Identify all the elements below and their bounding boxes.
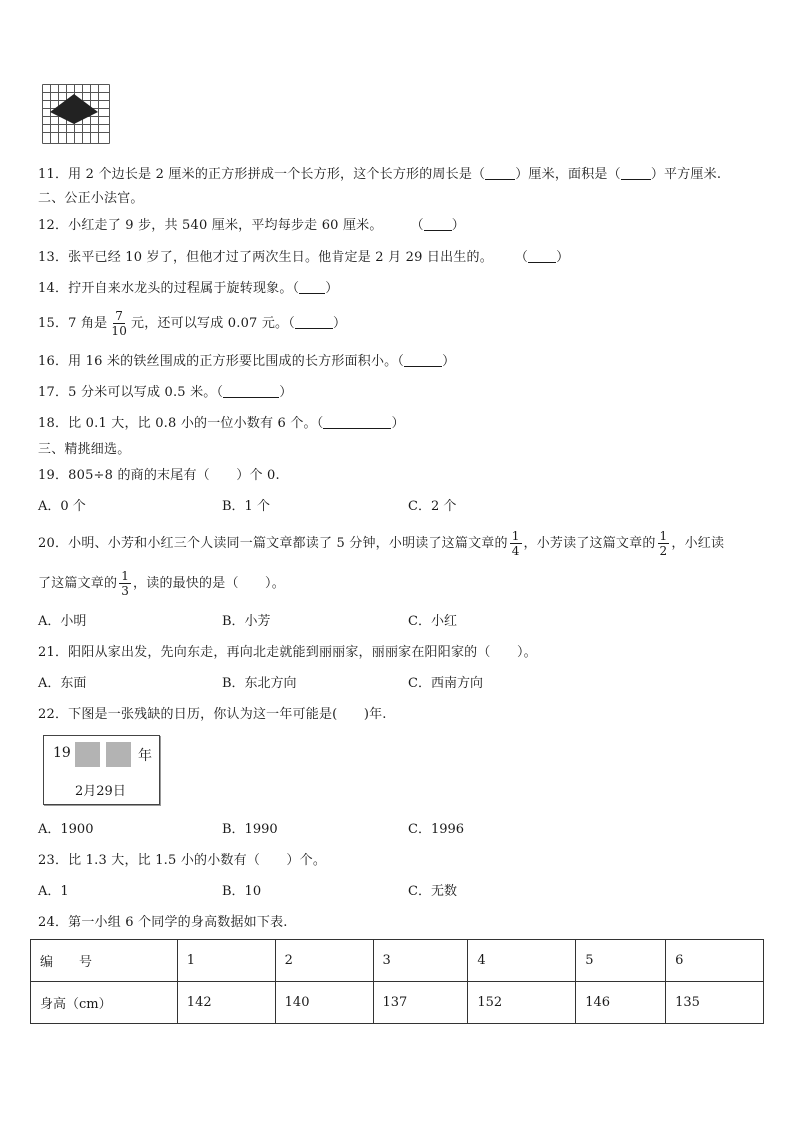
table-cell: 146 <box>576 982 666 1024</box>
option-a[interactable]: A．1900 <box>38 822 94 837</box>
question-12: 12．小红走了 9 步，共 540 厘米，平均每步走 60 厘米。 （ ） <box>38 218 465 233</box>
calendar-date: 2月29日 <box>75 784 126 799</box>
question-16: 16．用 16 米的铁丝围成的正方形要比围成的长方形面积小。（ ） <box>38 354 456 369</box>
question-14: 14．拧开自来水龙头的过程属于旋转现象。（ ） <box>38 281 339 296</box>
torn-calendar-figure <box>43 735 160 805</box>
missing-digit-box <box>75 742 100 767</box>
question-22: 22．下图是一张残缺的日历，你认为这一年可能是( )年. <box>38 707 387 722</box>
table-cell: 2 <box>275 940 373 982</box>
question-20-line-2: 了这篇文章的 $\frac{1}{3}$ ，读的最快的是（ ）。 <box>38 569 285 598</box>
question-23: 23．比 1.3 大，比 1.5 小的小数有（ ）个。 <box>38 853 327 868</box>
answer-blank[interactable] <box>621 167 651 180</box>
question-13: 13．张平已经 10 岁了，但他才过了两次生日。他肯定是 2 月 29 日出生的。 （ ） <box>38 250 570 265</box>
option-c[interactable]: C．西南方向 <box>408 676 483 691</box>
table-cell: 140 <box>275 982 373 1024</box>
table-cell: 152 <box>468 982 576 1024</box>
option-b[interactable]: B．10 <box>222 884 262 899</box>
option-a[interactable]: A．东面 <box>38 676 87 691</box>
answer-blank[interactable] <box>528 250 556 263</box>
option-c[interactable]: C．无数 <box>408 884 457 899</box>
section-heading-2: 二、公正小法官。 <box>38 191 144 206</box>
option-b[interactable]: B．东北方向 <box>222 676 297 691</box>
table-cell: 3 <box>373 940 468 982</box>
question-19: 19．805÷8 的商的末尾有（ ）个 0. <box>38 468 280 483</box>
fraction-1-4: $\frac{1}{4}$ <box>511 529 520 558</box>
calendar-year-suffix: 年 <box>138 748 152 764</box>
table-cell: 142 <box>177 982 275 1024</box>
option-a[interactable]: A．0 个 <box>38 499 86 514</box>
answer-blank[interactable] <box>323 416 391 429</box>
table-header-cell: 编 号 <box>31 940 178 982</box>
table-cell: 1 <box>177 940 275 982</box>
table-cell: 6 <box>666 940 764 982</box>
answer-blank[interactable] <box>223 385 279 398</box>
fraction-7-10: $\frac{7}{10}$ <box>111 309 128 338</box>
question-24: 24．第一小组 6 个同学的身高数据如下表. <box>38 915 288 930</box>
question-11: 11．用 2 个边长是 2 厘米的正方形拼成一个长方形，这个长方形的周长是（ ）厘米，面积是（ ）平方厘米. <box>38 167 722 182</box>
option-c[interactable]: C．1996 <box>408 822 465 837</box>
question-21: 21．阳阳从家出发，先向东走，再向北走就能到丽丽家，丽丽家在阳阳家的（ ）。 <box>38 645 537 660</box>
table-cell: 4 <box>468 940 576 982</box>
option-b[interactable]: B．小芳 <box>222 614 271 629</box>
table-row <box>31 982 764 1024</box>
question-17: 17．5 分米可以写成 0.5 米。（ ） <box>38 385 293 400</box>
rhombus-grid-figure <box>42 84 110 144</box>
option-c[interactable]: C．2 个 <box>408 499 457 514</box>
option-b[interactable]: B．1990 <box>222 822 278 837</box>
answer-blank[interactable] <box>404 354 442 367</box>
option-b[interactable]: B．1 个 <box>222 499 270 514</box>
table-header-cell: 身高（cm） <box>31 982 178 1024</box>
fraction-1-2: $\frac{1}{2}$ <box>659 529 668 558</box>
fraction-1-3: $\frac{1}{3}$ <box>121 569 130 598</box>
answer-blank[interactable] <box>424 218 452 231</box>
answer-blank[interactable] <box>485 167 515 180</box>
calendar-year-prefix: 19 <box>53 745 71 761</box>
answer-blank[interactable] <box>299 281 325 294</box>
table-cell: 137 <box>373 982 468 1024</box>
table-row <box>31 940 764 982</box>
option-c[interactable]: C．小红 <box>408 614 457 629</box>
height-data-table <box>30 939 764 1024</box>
section-heading-3: 三、精挑细选。 <box>38 442 131 457</box>
question-15: 15．7 角是 $\frac{7}{10}$ 元，还可以写成 0.07 元。（ ） <box>38 309 347 338</box>
table-cell: 5 <box>576 940 666 982</box>
answer-blank[interactable] <box>295 316 333 329</box>
missing-digit-box <box>106 742 131 767</box>
question-18: 18．比 0.1 大，比 0.8 小的一位小数有 6 个。（ ） <box>38 416 405 431</box>
question-20-line-1: 20．小明、小芳和小红三个人读同一篇文章都读了 5 分钟，小明读了这篇文章的 $\frac{1}{4}$ ，小芳读了这篇文章的 $\frac{1}{2}$ ，小红读 <box>38 529 725 558</box>
table-cell: 135 <box>666 982 764 1024</box>
option-a[interactable]: A．小明 <box>38 614 87 629</box>
option-a[interactable]: A．1 <box>38 884 69 899</box>
